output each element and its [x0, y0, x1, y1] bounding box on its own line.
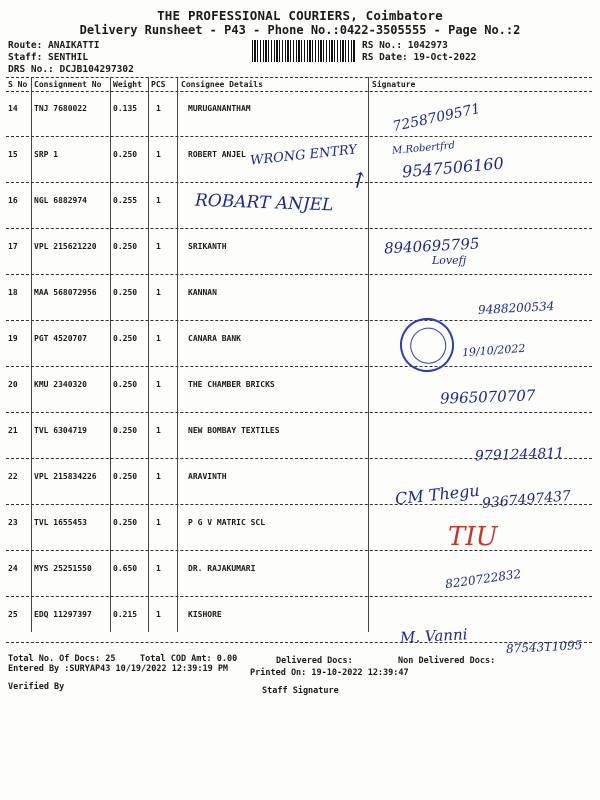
- row-separator: [6, 550, 592, 551]
- row-pcs: 1: [156, 196, 161, 205]
- handwritten-phone: 8220722832: [444, 566, 522, 592]
- col-header-consignment: Consignment No: [34, 80, 102, 89]
- handwritten-mark: TIU: [448, 522, 498, 552]
- row-consignee: SRIKANTH: [188, 242, 227, 251]
- staff-signature: Staff Signature: [262, 686, 339, 696]
- handwritten-note: WRONG ENTRY: [249, 142, 358, 169]
- col-header-consignee: Consignee Details: [181, 80, 263, 89]
- total-docs: Total No. Of Docs: 25: [8, 654, 116, 664]
- row-separator: [6, 136, 592, 137]
- row-sno: 23: [8, 518, 18, 527]
- row-consignment-no: KMU 2340320: [34, 380, 87, 389]
- row-separator: [6, 412, 592, 413]
- row-separator: [6, 182, 592, 183]
- row-consignee: THE CHAMBER BRICKS: [188, 380, 275, 389]
- row-pcs: 1: [156, 104, 161, 113]
- row-consignment-no: MYS 25251550: [34, 564, 92, 573]
- route-label: Route: ANAIKATTI: [8, 40, 100, 51]
- row-sno: 14: [8, 104, 18, 113]
- row-pcs: 1: [156, 288, 161, 297]
- handwritten-signature: M. Vanni: [399, 625, 468, 647]
- row-separator: [6, 274, 592, 275]
- row-consignee: NEW BOMBAY TEXTILES: [188, 426, 280, 435]
- company-stamp: [394, 312, 460, 378]
- non-delivered-docs: Non Delivered Docs:: [398, 656, 496, 666]
- col-header-signature: Signature: [372, 80, 416, 89]
- row-consignee: P G V MATRIC SCL: [188, 518, 266, 527]
- row-pcs: 1: [156, 472, 161, 481]
- header-bottom-rule: [6, 91, 592, 92]
- column-divider: [368, 77, 369, 632]
- row-consignment-no: TVL 6304719: [34, 426, 87, 435]
- col-header-sno: S No: [8, 80, 28, 89]
- col-header-weight: Weight: [113, 80, 142, 89]
- row-pcs: 1: [156, 380, 161, 389]
- handwritten-phone: 9488200534: [477, 299, 555, 317]
- row-weight: 0.250: [113, 518, 138, 527]
- column-divider: [177, 77, 178, 632]
- row-consignee: CANARA BANK: [188, 334, 241, 343]
- row-pcs: 1: [156, 518, 161, 527]
- row-consignment-no: EDQ 11297397: [34, 610, 92, 619]
- row-weight: 0.650: [113, 564, 138, 573]
- row-consignment-no: VPL 215834226: [34, 472, 97, 481]
- runsheet-subtitle: Delivery Runsheet - P43 - Phone No.:0422-3505555 - Page No.:2: [79, 23, 521, 37]
- row-weight: 0.135: [113, 104, 138, 113]
- row-pcs: 1: [156, 610, 161, 619]
- row-sno: 17: [8, 242, 18, 251]
- row-sno: 25: [8, 610, 18, 619]
- row-consignee: ARAVINTH: [188, 472, 227, 481]
- handwritten-name: ROBART ANJEL: [194, 190, 334, 216]
- row-separator: [6, 228, 592, 229]
- row-sno: 21: [8, 426, 18, 435]
- row-consignee: ROBERT ANJEL: [188, 150, 246, 159]
- row-sno: 15: [8, 150, 18, 159]
- row-consignment-no: PGT 4520707: [34, 334, 87, 343]
- handwritten-arrow: ↗: [344, 165, 374, 196]
- handwritten-date: 19/10/2022: [461, 341, 526, 360]
- row-weight: 0.250: [113, 288, 138, 297]
- row-sno: 24: [8, 564, 18, 573]
- row-sno: 16: [8, 196, 18, 205]
- row-pcs: 1: [156, 426, 161, 435]
- row-pcs: 1: [156, 334, 161, 343]
- row-weight: 0.250: [113, 426, 138, 435]
- column-divider: [31, 77, 32, 632]
- row-weight: 0.215: [113, 610, 138, 619]
- total-cod: Total COD Amt: 0.00: [140, 654, 238, 664]
- verified-by: Verified By: [8, 682, 65, 692]
- row-consignment-no: TNJ 7680022: [34, 104, 87, 113]
- column-divider: [148, 77, 149, 632]
- rs-number: RS No.: 1042973: [362, 40, 448, 51]
- entered-by: Entered By :SURYAP43 10/19/2022 12:39:19 PM: [8, 664, 229, 674]
- row-consignment-no: TVL 1655453: [34, 518, 87, 527]
- handwritten-phone: 9547506160: [401, 153, 505, 182]
- row-consignment-no: NGL 6882974: [34, 196, 87, 205]
- row-weight: 0.255: [113, 196, 138, 205]
- header-top-rule: [6, 77, 592, 78]
- row-pcs: 1: [156, 564, 161, 573]
- row-pcs: 1: [156, 150, 161, 159]
- handwritten-phone: 9965070707: [439, 386, 536, 408]
- handwritten-phone: 7258709571: [391, 100, 482, 136]
- row-sno: 19: [8, 334, 18, 343]
- row-consignee: MURUGANANTHAM: [188, 104, 251, 113]
- row-weight: 0.250: [113, 380, 138, 389]
- row-consignment-no: MAA 568072956: [34, 288, 97, 297]
- handwritten-phone: 9791244811: [474, 445, 565, 465]
- row-consignee: DR. RAJAKUMARI: [188, 564, 256, 573]
- row-consignee: KISHORE: [188, 610, 222, 619]
- handwritten-signature: CM Thegu: [394, 480, 481, 509]
- row-consignment-no: VPL 215621220: [34, 242, 97, 251]
- row-sno: 18: [8, 288, 18, 297]
- handwritten-phone: 9367497437: [481, 488, 572, 512]
- row-consignment-no: SRP 1: [34, 150, 59, 159]
- printed-on: Printed On: 19-10-2022 12:39:47: [250, 668, 409, 678]
- row-separator: [6, 366, 592, 367]
- row-separator: [6, 596, 592, 597]
- delivered-docs: Delivered Docs:: [276, 656, 353, 666]
- barcode: [252, 40, 356, 62]
- handwritten-name: M.Robertfrd: [391, 140, 456, 157]
- drs-number: DRS No.: DCJB104297302: [8, 64, 134, 75]
- handwritten-phone: 8754311095: [505, 638, 583, 656]
- company-title: THE PROFESSIONAL COURIERS, Coimbatore: [157, 8, 443, 23]
- row-separator: [6, 320, 592, 321]
- row-separator: [6, 642, 592, 643]
- row-weight: 0.250: [113, 472, 138, 481]
- row-sno: 20: [8, 380, 18, 389]
- rs-date: RS Date: 19-Oct-2022: [362, 52, 477, 63]
- row-weight: 0.250: [113, 242, 138, 251]
- row-sno: 22: [8, 472, 18, 481]
- handwritten-signature: Lovefj: [432, 254, 467, 267]
- row-consignee: KANNAN: [188, 288, 217, 297]
- column-divider: [110, 77, 111, 632]
- row-weight: 0.250: [113, 334, 138, 343]
- row-weight: 0.250: [113, 150, 138, 159]
- handwritten-phone: 8940695795: [383, 234, 480, 258]
- col-header-pcs: PCS: [151, 80, 166, 89]
- staff-label: Staff: SENTHIL: [8, 52, 89, 63]
- row-pcs: 1: [156, 242, 161, 251]
